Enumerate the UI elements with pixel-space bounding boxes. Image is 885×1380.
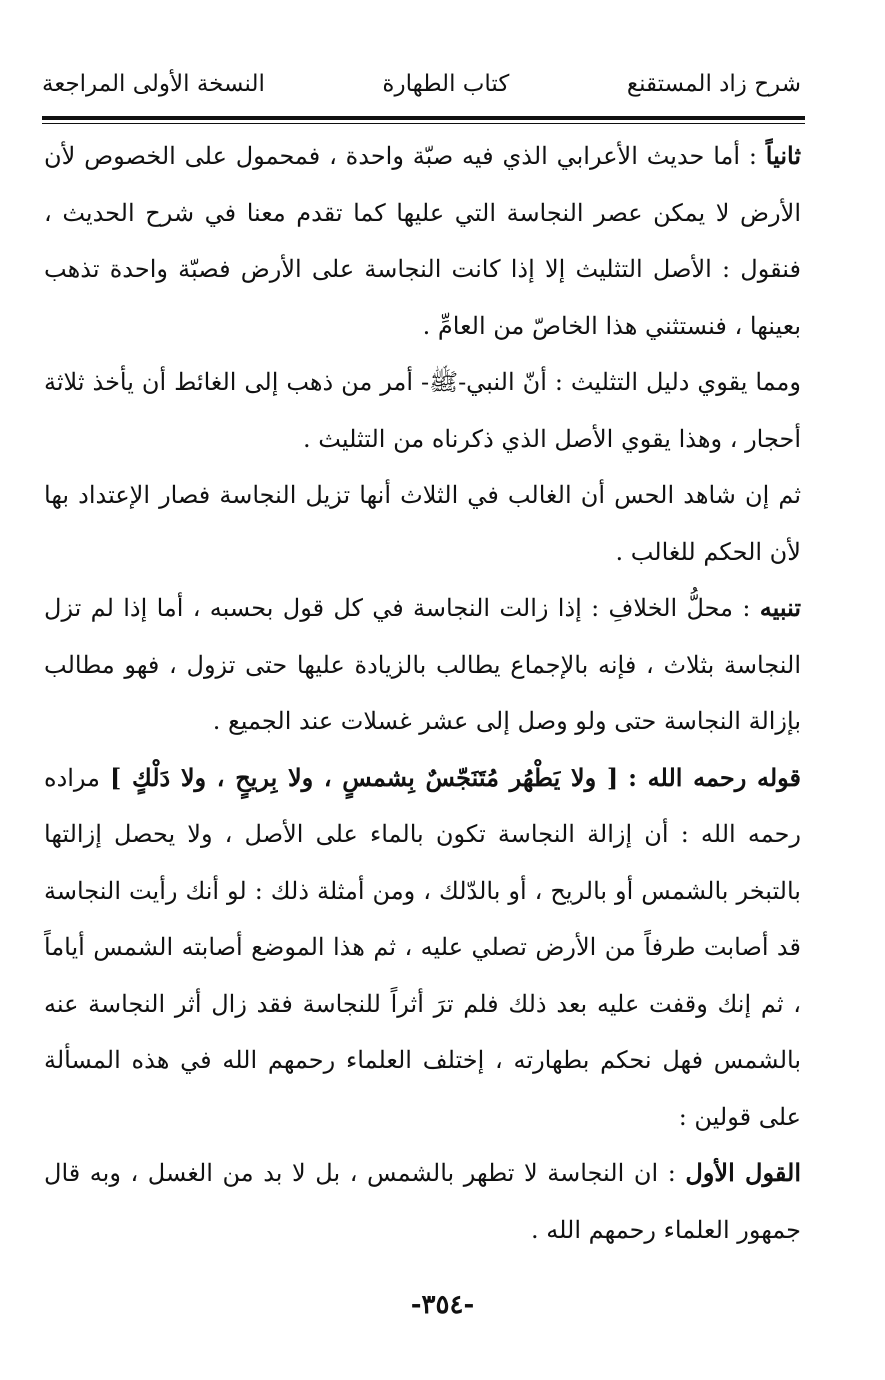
paragraph-text: : أما حديث الأعرابي الذي فيه صبّة واحدة ، فمحمول على الخصوص لأن الأرض لا يمكن عصر النجاسة التي عليها كما تقدم معنا في شرح الحديث ، فنقول : الأصل التثليث إلا إذا كانت النجاسة على الأرض فصبّة واحدة تذهب بعينها ، فنستثني هذا الخاصّ من العامِّ . xyxy=(44,142,801,340)
paragraph-text: ومما يقوي دليل التثليث : أنّ النبي-ﷺ- أمر من ذهب إلى الغائط أن يأخذ ثلاثة أحجار ، وهذا يقوي الأصل الذي ذكرناه من التثليث . xyxy=(44,368,801,453)
paragraph-first-opinion xyxy=(44,1145,801,1258)
paragraph-lead: القول الأول xyxy=(685,1158,801,1187)
page-header xyxy=(42,62,801,106)
header-rule-thin xyxy=(42,123,805,124)
page-number: -٣٥٤- xyxy=(410,1290,475,1320)
paragraph-quoted-text xyxy=(44,750,801,1146)
header-chapter-title: كتاب الطهارة xyxy=(382,70,510,97)
matn-quote: [ ولا يَطْهُر مُتَنَجّسٌ بِشمسٍ ، ولا بِريحٍ ، ولا دَلْكٍ ] xyxy=(109,762,619,792)
paragraph-lead: تنبيه xyxy=(759,593,801,622)
header-rule-thick xyxy=(42,116,805,120)
paragraph-text: ثم إن شاهد الحس أن الغالب في الثلاث أنها تزيل النجاسة فصار الإعتداد بها لأن الحكم للغالب . xyxy=(44,481,801,566)
paragraph-text: : محلُّ الخلافِ : إذا زالت النجاسة في كل قول بحسبه ، أما إذا لم تزل النجاسة بثلاث ، فإنه بالإجماع يطالب بالزيادة عليها حتى تزول ، فهو مطالب بإزالة النجاسة حتى ولو وصل إلى عشر غسلات عند الجميع . xyxy=(44,594,801,735)
paragraph-text: : ان النجاسة لا تطهر بالشمس ، بل لا بد من الغسل ، وبه قال جمهور العلماء رحمهم الله . xyxy=(44,1159,801,1244)
paragraph-secondly xyxy=(44,128,801,354)
header-book-title: شرح زاد المستقنع xyxy=(626,70,801,97)
header-edition-note: النسخة الأولى المراجعة xyxy=(42,70,265,97)
paragraph-triple-evidence xyxy=(44,354,801,467)
page-body xyxy=(44,128,801,1258)
paragraph-text: مراده رحمه الله : أن إزالة النجاسة تكون بالماء على الأصل ، ولا يحصل إزالتها بالتبخر بالشمس أو بالريح ، أو بالدّلك ، ومن أمثلة ذلك : لو أنك رأيت النجاسة قد أصابت طرفاً من الأرض تصلي عليه ، ثم هذا الموضع أصابته الشمس أياماً ، ثم إنك وقفت عليه بعد ذلك فلم ترَ أثراً للنجاسة فقد زال أثر النجاسة عنه بالشمس فهل نحكم بطهارته ، إختلف العلماء رحمهم الله في هذه المسألة على قولين : xyxy=(44,763,802,1131)
paragraph-sense-witness xyxy=(44,467,801,580)
paragraph-note xyxy=(44,580,801,750)
paragraph-lead: قوله رحمه الله : xyxy=(628,762,801,792)
paragraph-lead: ثانياً xyxy=(765,141,801,170)
